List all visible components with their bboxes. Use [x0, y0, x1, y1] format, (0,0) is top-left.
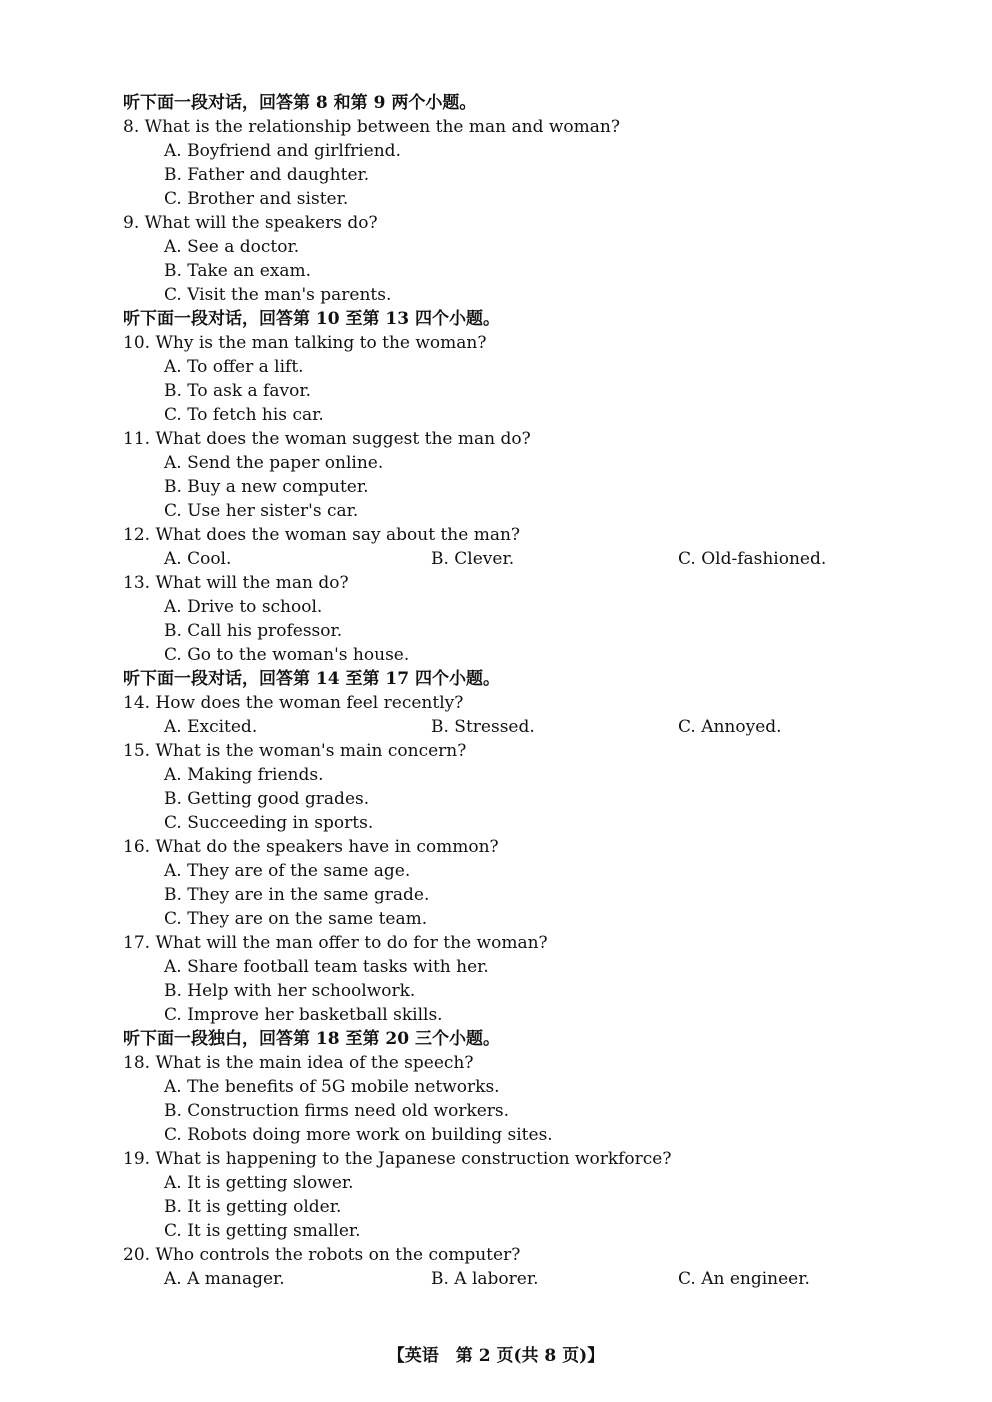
- listening-questions: [123, 91, 883, 1291]
- answer-option: B. Getting good grades.: [164, 789, 370, 809]
- question-stem: 16. What do the speakers have in common?: [123, 837, 499, 857]
- answer-option: C. Old-fashioned.: [678, 549, 827, 569]
- question-stem: 19. What is happening to the Japanese construction workforce?: [123, 1149, 672, 1169]
- question-stem: 18. What is the main idea of the speech?: [123, 1053, 474, 1073]
- answer-option: B. Stressed.: [431, 717, 535, 737]
- answer-option: B. It is getting older.: [164, 1197, 342, 1217]
- answer-option: A. Drive to school.: [164, 597, 323, 617]
- answer-option: A. They are of the same age.: [164, 861, 411, 881]
- question-stem: 10. Why is the man talking to the woman?: [123, 333, 487, 353]
- answer-option: B. Construction firms need old workers.: [164, 1101, 510, 1121]
- section-instruction: 听下面一段独白，回答第 18 至第 20 三个小题。: [123, 1029, 500, 1049]
- answer-option: B. Father and daughter.: [164, 165, 370, 185]
- question-stem: 12. What does the woman say about the man?: [123, 525, 521, 545]
- answer-option: C. It is getting smaller.: [164, 1221, 361, 1241]
- option-row: [123, 547, 883, 571]
- answer-option: B. Buy a new computer.: [164, 477, 369, 497]
- section-instruction: 听下面一段对话，回答第 10 至第 13 四个小题。: [123, 309, 500, 329]
- answer-option: C. Brother and sister.: [164, 189, 349, 209]
- question-stem: 11. What does the woman suggest the man do?: [123, 429, 531, 449]
- question-stem: 14. How does the woman feel recently?: [123, 693, 464, 713]
- answer-option: A. Excited.: [164, 717, 258, 737]
- answer-option: C. Annoyed.: [678, 717, 782, 737]
- answer-option: A. Share football team tasks with her.: [164, 957, 489, 977]
- answer-option: A. A manager.: [164, 1269, 285, 1289]
- option-row: [123, 715, 883, 739]
- answer-option: A. Send the paper online.: [164, 453, 384, 473]
- section-instruction: 听下面一段对话，回答第 14 至第 17 四个小题。: [123, 669, 500, 689]
- answer-option: B. Clever.: [431, 549, 515, 569]
- answer-option: A. Making friends.: [164, 765, 324, 785]
- question-stem: 15. What is the woman's main concern?: [123, 741, 467, 761]
- answer-option: C. Succeeding in sports.: [164, 813, 374, 833]
- answer-option: B. Take an exam.: [164, 261, 312, 281]
- question-stem: 20. Who controls the robots on the computer?: [123, 1245, 521, 1265]
- answer-option: A. To offer a lift.: [164, 357, 304, 377]
- answer-option: A. The benefits of 5G mobile networks.: [164, 1077, 500, 1097]
- option-row: [123, 1267, 883, 1291]
- answer-option: B. A laborer.: [431, 1269, 539, 1289]
- answer-option: B. Help with her schoolwork.: [164, 981, 416, 1001]
- question-stem: 13. What will the man do?: [123, 573, 349, 593]
- answer-option: C. Robots doing more work on building sites.: [164, 1125, 553, 1145]
- section-instruction: 听下面一段对话，回答第 8 和第 9 两个小题。: [123, 93, 477, 113]
- answer-option: B. To ask a favor.: [164, 381, 311, 401]
- answer-option: A. Cool.: [164, 549, 232, 569]
- answer-option: C. Use her sister's car.: [164, 501, 359, 521]
- question-stem: 9. What will the speakers do?: [123, 213, 378, 233]
- question-stem: 8. What is the relationship between the man and woman?: [123, 117, 620, 137]
- answer-option: C. They are on the same team.: [164, 909, 428, 929]
- answer-option: B. They are in the same grade.: [164, 885, 430, 905]
- answer-option: C. Go to the woman's house.: [164, 645, 410, 665]
- page-footer: 【英语 第 2 页(共 8 页)】: [387, 1346, 605, 1366]
- answer-option: A. It is getting slower.: [164, 1173, 354, 1193]
- answer-option: A. Boyfriend and girlfriend.: [164, 141, 401, 161]
- answer-option: C. Visit the man's parents.: [164, 285, 392, 305]
- answer-option: C. To fetch his car.: [164, 405, 324, 425]
- answer-option: C. An engineer.: [678, 1269, 810, 1289]
- answer-option: C. Improve her basketball skills.: [164, 1005, 443, 1025]
- question-stem: 17. What will the man offer to do for the woman?: [123, 933, 548, 953]
- answer-option: A. See a doctor.: [164, 237, 300, 257]
- answer-option: B. Call his professor.: [164, 621, 343, 641]
